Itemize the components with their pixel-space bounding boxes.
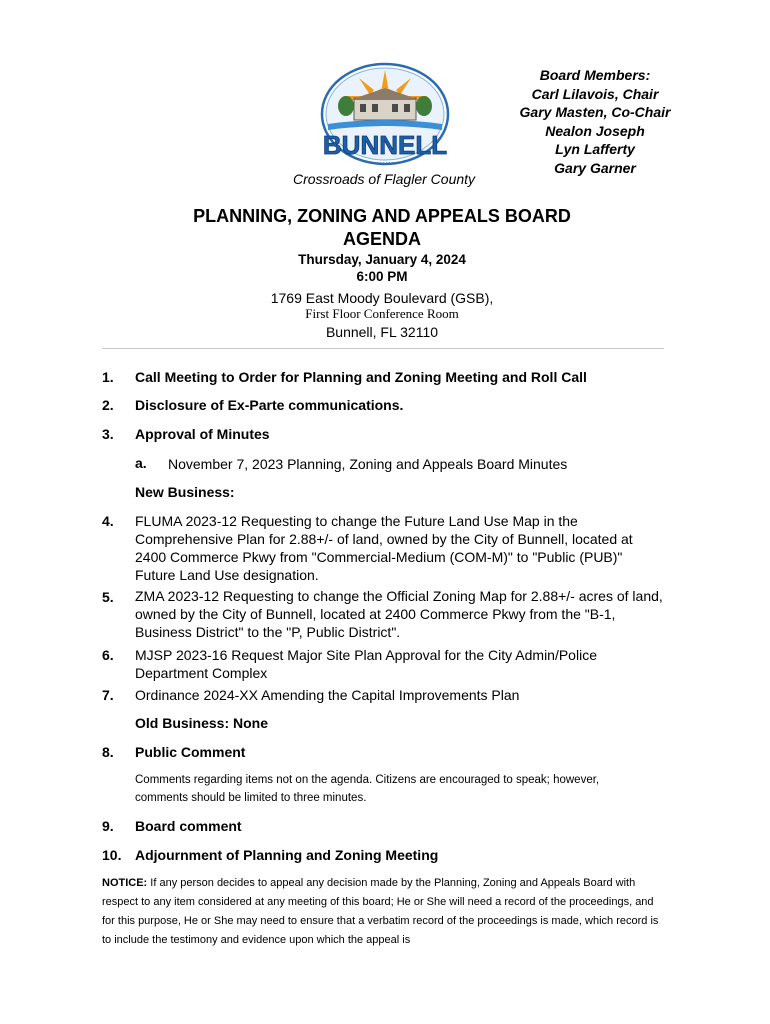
meeting-address-line1: 1769 East Moody Boulevard (GSB), [270, 290, 494, 306]
board-heading: Board Members: [539, 67, 651, 83]
notice-text: If any person decides to appeal any decision made by the Planning, Zoning and Appeals Board with respect to any item considered at any meeting of this board; He or She will need a record of the proceedings, and for this purpose, He or She may need to ensure that a verbatim record of the proceedings is made, which record is to include the testimony and evidence upon which the appeal is [102, 877, 659, 946]
agenda-item-5: ZMA 2023-12 Requesting to change the Official Zoning Map for 2.88+/- acres of land, owned by the City of Bunnell, located at 2400 Commerce Pkwy from the "B-1, Business District" to the "P, Public District". [135, 588, 663, 640]
svg-text:· · · · · ·: · · · · · · [376, 160, 394, 166]
meeting-time: 6:00 PM [356, 269, 408, 284]
board-member: Lyn Lafferty [555, 141, 635, 158]
agenda-item-number: 6. [102, 647, 114, 663]
agenda-item-number: 4. [102, 513, 114, 529]
meeting-address-line2: First Floor Conference Room [305, 306, 459, 321]
public-comment-note: Comments regarding items not on the agenda. Citizens are encouraged to speak; however, comments should be limited to three minutes. [135, 774, 600, 804]
agenda-item-1: Call Meeting to Order for Planning and Zoning Meeting and Roll Call [135, 369, 587, 385]
document-title [120, 205, 644, 251]
agenda-item-number: 10. [102, 847, 122, 863]
board-member: Gary Masten, Co-Chair [519, 104, 671, 121]
agenda-item-number: 9. [102, 818, 114, 834]
agenda-item-10: Adjournment of Planning and Zoning Meeting [135, 847, 439, 863]
agenda-item-number: 2. [102, 397, 114, 413]
board-members-block [497, 66, 693, 178]
agenda-item-8: Public Comment [135, 744, 246, 760]
agenda-item-3: Approval of Minutes [135, 426, 270, 442]
city-seal-logo [316, 62, 454, 172]
board-member: Nealon Joseph [545, 122, 645, 139]
title-line: AGENDA [342, 229, 421, 249]
meeting-address-line3: Bunnell, FL 32110 [325, 324, 439, 340]
meeting-date: Thursday, January 4, 2024 [298, 252, 466, 267]
agenda-item-4: FLUMA 2023-12 Requesting to change the Future Land Use Map in the Comprehensive Plan for 2.88+/- of land, owned by the City of Bunnell, located at 2400 Commerce Pkwy from "Commercial-Medium (COM-M)" to "Public (PUB)" Future Land Use designation. [135, 513, 633, 583]
agenda-item-number: 1. [102, 369, 114, 385]
agenda-item-6: MJSP 2023-16 Request Major Site Plan Approval for the City Admin/Police Department Complex [135, 647, 597, 681]
section-old-business: Old Business: None [135, 715, 269, 731]
board-member: Carl Lilavois, Chair [531, 85, 659, 102]
agenda-item-number: 7. [102, 687, 114, 703]
notice-paragraph [102, 874, 662, 950]
divider [102, 348, 664, 349]
agenda-subitem-letter: a. [135, 455, 147, 471]
title-line: PLANNING, ZONING AND APPEALS BOARD [193, 206, 571, 226]
agenda-item-number: 3. [102, 426, 114, 442]
tagline: Crossroads of Flagler County [292, 171, 476, 187]
agenda-item-2: Disclosure of Ex-Parte communications. [135, 397, 404, 413]
agenda-item-number: 5. [102, 589, 114, 605]
agenda-item-number: 8. [102, 744, 114, 760]
notice-label: NOTICE: [102, 877, 148, 889]
board-member: Gary Garner [554, 159, 636, 176]
section-new-business: New Business: [135, 484, 235, 500]
agenda-item-9: Board comment [135, 818, 242, 834]
svg-text:BUNNELL: BUNNELL [322, 130, 448, 160]
agenda-item-7: Ordinance 2024-XX Amending the Capital Improvements Plan [135, 687, 520, 703]
agenda-item-3a: November 7, 2023 Planning, Zoning and Appeals Board Minutes [168, 456, 568, 472]
